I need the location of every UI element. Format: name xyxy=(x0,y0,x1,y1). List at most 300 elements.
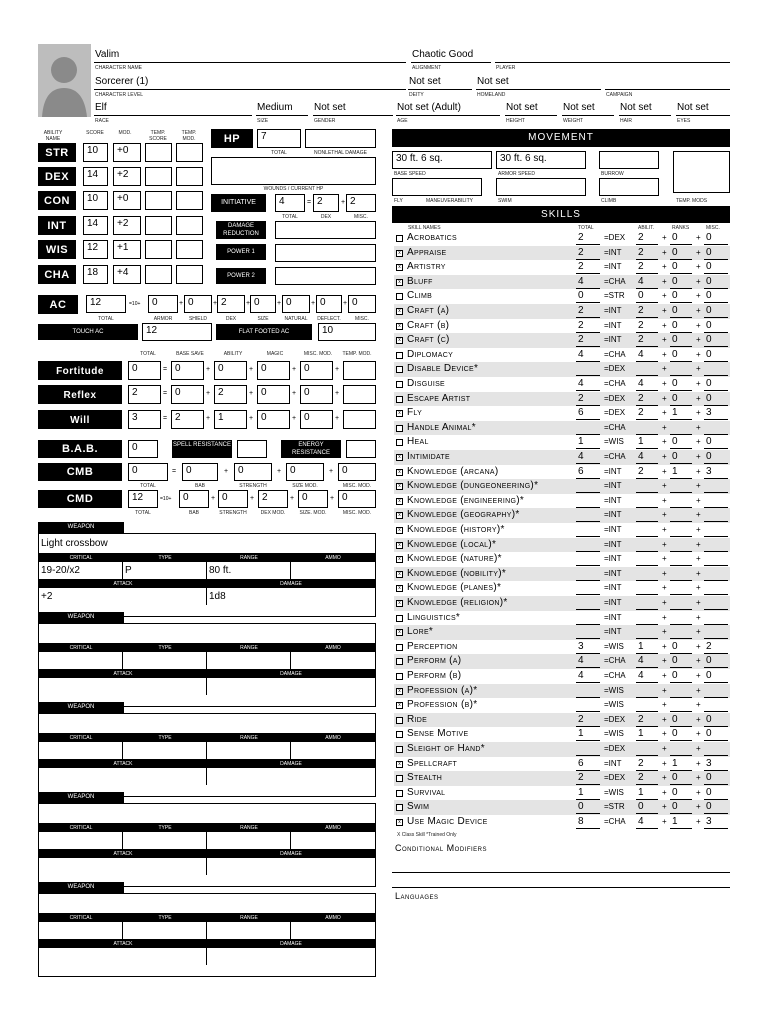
attack-field[interactable]: +2 xyxy=(39,588,207,605)
class-skill-checkbox[interactable] xyxy=(396,746,403,753)
cmd-misc-field[interactable]: 0 xyxy=(338,490,376,508)
attack-field[interactable] xyxy=(39,858,207,875)
class-skill-checkbox[interactable]: x xyxy=(396,512,403,519)
skill-ranks[interactable]: 0 xyxy=(670,640,692,654)
ability-temp-score-field[interactable] xyxy=(145,191,172,210)
save-total-field[interactable]: 0 xyxy=(128,361,161,380)
skill-ranks[interactable]: 0 xyxy=(670,392,692,406)
skill-misc[interactable]: 0 xyxy=(704,289,728,303)
skill-total[interactable]: 0 xyxy=(576,800,600,814)
skill-ranks[interactable] xyxy=(670,567,692,581)
temp-mods-field[interactable] xyxy=(673,151,730,193)
save-base-field[interactable]: 0 xyxy=(171,361,204,380)
skill-misc[interactable]: 0 xyxy=(704,450,728,464)
ammo-field[interactable] xyxy=(291,652,375,669)
skill-misc[interactable]: 0 xyxy=(704,713,728,727)
skill-misc[interactable] xyxy=(704,596,728,610)
skill-ability-value[interactable]: 1 xyxy=(636,640,658,654)
save-misc-field[interactable]: 0 xyxy=(300,361,333,380)
skill-ranks[interactable] xyxy=(670,611,692,625)
attack-field[interactable] xyxy=(39,678,207,695)
critical-field[interactable] xyxy=(39,922,123,939)
skill-total[interactable]: 4 xyxy=(576,450,600,464)
range-field[interactable] xyxy=(207,652,291,669)
skill-total[interactable] xyxy=(576,362,600,376)
skill-ability-value[interactable]: 2 xyxy=(636,246,658,260)
skill-ranks[interactable]: 1 xyxy=(670,815,692,829)
skill-ranks[interactable]: 1 xyxy=(670,757,692,771)
skill-ability-value[interactable]: 1 xyxy=(636,786,658,800)
skill-ability-value[interactable]: 4 xyxy=(636,275,658,289)
class-skill-checkbox[interactable] xyxy=(396,425,403,432)
save-base-field[interactable]: 2 xyxy=(171,410,204,429)
skill-ranks[interactable] xyxy=(670,538,692,552)
cmb-bab-field[interactable]: 0 xyxy=(182,463,218,481)
skill-ability-value[interactable]: 0 xyxy=(636,289,658,303)
ability-mod-field[interactable]: +0 xyxy=(113,143,141,162)
critical-field[interactable] xyxy=(39,832,123,849)
skill-misc[interactable] xyxy=(704,698,728,712)
skill-ranks[interactable] xyxy=(670,581,692,595)
class-skill-checkbox[interactable] xyxy=(396,790,403,797)
range-field[interactable] xyxy=(207,922,291,939)
skill-misc[interactable] xyxy=(704,625,728,639)
weapon-name-field[interactable] xyxy=(39,804,375,823)
cmb-strength-field[interactable]: 0 xyxy=(234,463,272,481)
class-skill-checkbox[interactable]: x xyxy=(396,323,403,330)
skill-misc[interactable]: 0 xyxy=(704,377,728,391)
skill-misc[interactable]: 3 xyxy=(704,465,728,479)
skill-ability-value[interactable] xyxy=(636,538,658,552)
save-temp-field[interactable] xyxy=(343,410,376,429)
damage-reduction-field[interactable] xyxy=(275,221,376,239)
class-skill-checkbox[interactable]: x xyxy=(396,585,403,592)
skill-misc[interactable]: 2 xyxy=(704,640,728,654)
class-skill-checkbox[interactable] xyxy=(396,396,403,403)
ability-temp-score-field[interactable] xyxy=(145,240,172,259)
initiative-misc-field[interactable]: 2 xyxy=(346,194,376,212)
ammo-field[interactable] xyxy=(291,832,375,849)
skill-ability-value[interactable] xyxy=(636,421,658,435)
skill-total[interactable]: 1 xyxy=(576,435,600,449)
class-skill-checkbox[interactable] xyxy=(396,658,403,665)
skill-ranks[interactable] xyxy=(670,698,692,712)
ac-size-field[interactable]: 0 xyxy=(250,295,276,313)
skill-ability-value[interactable]: 2 xyxy=(636,406,658,420)
skill-misc[interactable]: 0 xyxy=(704,771,728,785)
skill-misc[interactable]: 0 xyxy=(704,348,728,362)
skill-misc[interactable]: 0 xyxy=(704,231,728,245)
class-skill-checkbox[interactable]: x xyxy=(396,761,403,768)
critical-field[interactable] xyxy=(39,652,123,669)
ammo-field[interactable] xyxy=(291,562,375,579)
ac-natural-field[interactable]: 0 xyxy=(282,295,310,313)
ac-armor-field[interactable]: 0 xyxy=(148,295,178,313)
class-skill-checkbox[interactable] xyxy=(396,804,403,811)
skill-ability-value[interactable] xyxy=(636,552,658,566)
skill-total[interactable] xyxy=(576,581,600,595)
fly-field[interactable] xyxy=(392,178,482,196)
weapon-name-field[interactable] xyxy=(39,624,375,643)
class-skill-checkbox[interactable] xyxy=(396,293,403,300)
skill-total[interactable] xyxy=(576,742,600,756)
skill-misc[interactable]: 0 xyxy=(704,727,728,741)
damage-field[interactable] xyxy=(207,768,375,785)
skill-ranks[interactable] xyxy=(670,479,692,493)
bab-field[interactable]: 0 xyxy=(128,440,158,458)
ability-temp-mod-field[interactable] xyxy=(176,167,203,186)
weapon-name-field[interactable] xyxy=(39,894,375,913)
class-skill-checkbox[interactable] xyxy=(396,673,403,680)
skill-misc[interactable]: 0 xyxy=(704,319,728,333)
ability-temp-score-field[interactable] xyxy=(145,216,172,235)
class-skill-checkbox[interactable]: x xyxy=(396,250,403,257)
class-skill-checkbox[interactable]: x xyxy=(396,600,403,607)
class-skill-checkbox[interactable]: x xyxy=(396,498,403,505)
class-skill-checkbox[interactable]: x xyxy=(396,483,403,490)
skill-ability-value[interactable]: 4 xyxy=(636,348,658,362)
class-skill-checkbox[interactable]: x xyxy=(396,556,403,563)
skill-ranks[interactable]: 0 xyxy=(670,319,692,333)
skill-ranks[interactable]: 0 xyxy=(670,713,692,727)
wounds-field[interactable] xyxy=(211,157,376,185)
skill-ability-value[interactable]: 4 xyxy=(636,815,658,829)
weapon-name-field[interactable] xyxy=(39,714,375,733)
type-field[interactable]: P xyxy=(123,562,207,579)
save-ability-field[interactable]: 1 xyxy=(214,410,247,429)
skill-total[interactable]: 2 xyxy=(576,304,600,318)
class-skill-checkbox[interactable]: x xyxy=(396,702,403,709)
skill-misc[interactable]: 0 xyxy=(704,435,728,449)
power2-field[interactable] xyxy=(275,267,376,285)
ability-mod-field[interactable]: +1 xyxy=(113,240,141,259)
class-skill-checkbox[interactable]: x xyxy=(396,454,403,461)
skill-total[interactable]: 2 xyxy=(576,319,600,333)
class-skill-checkbox[interactable] xyxy=(396,775,403,782)
skill-ranks[interactable]: 0 xyxy=(670,260,692,274)
class-skill-checkbox[interactable]: x xyxy=(396,410,403,417)
class-skill-checkbox[interactable]: x xyxy=(396,571,403,578)
class-skill-checkbox[interactable]: x xyxy=(396,688,403,695)
skill-misc[interactable] xyxy=(704,508,728,522)
ac-misc-field[interactable]: 0 xyxy=(348,295,376,313)
skill-ability-value[interactable] xyxy=(636,742,658,756)
touch-ac-field[interactable]: 12 xyxy=(142,323,212,341)
ac-shield-field[interactable]: 0 xyxy=(184,295,212,313)
ability-score-field[interactable]: 10 xyxy=(83,191,108,210)
class-skill-checkbox[interactable] xyxy=(396,235,403,242)
save-ability-field[interactable]: 2 xyxy=(214,385,247,404)
skill-ability-value[interactable] xyxy=(636,508,658,522)
skill-misc[interactable]: 3 xyxy=(704,815,728,829)
skill-misc[interactable]: 0 xyxy=(704,246,728,260)
weapon-name-field[interactable]: Light crossbow xyxy=(41,538,108,549)
skill-total[interactable] xyxy=(576,567,600,581)
cmb-total-field[interactable]: 0 xyxy=(128,463,168,481)
skill-misc[interactable]: 0 xyxy=(704,786,728,800)
skill-ability-value[interactable] xyxy=(636,479,658,493)
skill-ranks[interactable] xyxy=(670,684,692,698)
class-skill-checkbox[interactable]: x xyxy=(396,279,403,286)
skill-misc[interactable]: 0 xyxy=(704,654,728,668)
skill-ranks[interactable]: 0 xyxy=(670,275,692,289)
attack-field[interactable] xyxy=(39,948,207,965)
type-field[interactable] xyxy=(123,742,207,759)
skill-ranks[interactable]: 1 xyxy=(670,406,692,420)
skill-ability-value[interactable]: 2 xyxy=(636,304,658,318)
skill-ranks[interactable] xyxy=(670,596,692,610)
damage-field[interactable] xyxy=(207,948,375,965)
range-field[interactable]: 80 ft. xyxy=(207,562,291,579)
nonlethal-damage-field[interactable] xyxy=(305,129,376,148)
skill-misc[interactable]: 0 xyxy=(704,260,728,274)
save-misc-field[interactable]: 0 xyxy=(300,410,333,429)
skill-misc[interactable] xyxy=(704,494,728,508)
flat-footed-field[interactable]: 10 xyxy=(318,323,376,341)
ammo-field[interactable] xyxy=(291,742,375,759)
class-skill-checkbox[interactable]: x xyxy=(396,264,403,271)
skill-misc[interactable] xyxy=(704,581,728,595)
skill-total[interactable] xyxy=(576,596,600,610)
climb-field[interactable] xyxy=(599,178,659,196)
skill-total[interactable] xyxy=(576,538,600,552)
base-speed-field[interactable]: 30 ft. 6 sq. xyxy=(392,151,492,169)
power1-field[interactable] xyxy=(275,244,376,262)
ability-score-field[interactable]: 18 xyxy=(83,265,108,284)
skill-total[interactable] xyxy=(576,684,600,698)
skill-ability-value[interactable] xyxy=(636,596,658,610)
skill-total[interactable]: 6 xyxy=(576,406,600,420)
class-skill-checkbox[interactable] xyxy=(396,381,403,388)
cmd-dex-field[interactable]: 2 xyxy=(258,490,288,508)
ammo-field[interactable] xyxy=(291,922,375,939)
skill-ability-value[interactable]: 4 xyxy=(636,654,658,668)
class-skill-checkbox[interactable]: x xyxy=(396,819,403,826)
ac-deflect-field[interactable]: 0 xyxy=(316,295,342,313)
skill-misc[interactable]: 0 xyxy=(704,275,728,289)
class-skill-checkbox[interactable] xyxy=(396,366,403,373)
save-total-field[interactable]: 3 xyxy=(128,410,161,429)
skill-misc[interactable] xyxy=(704,523,728,537)
skill-ability-value[interactable]: 2 xyxy=(636,713,658,727)
armor-speed-field[interactable]: 30 ft. 6 sq. xyxy=(496,151,586,169)
skill-total[interactable] xyxy=(576,494,600,508)
skill-total[interactable]: 2 xyxy=(576,713,600,727)
spell-resistance-field[interactable] xyxy=(237,440,267,458)
skill-misc[interactable] xyxy=(704,362,728,376)
skill-misc[interactable] xyxy=(704,684,728,698)
ability-mod-field[interactable]: +4 xyxy=(113,265,141,284)
skill-total[interactable]: 8 xyxy=(576,815,600,829)
ability-score-field[interactable]: 10 xyxy=(83,143,108,162)
skill-misc[interactable]: 0 xyxy=(704,304,728,318)
skill-total[interactable] xyxy=(576,479,600,493)
skill-total[interactable]: 2 xyxy=(576,333,600,347)
save-magic-field[interactable]: 0 xyxy=(257,410,290,429)
skill-total[interactable]: 4 xyxy=(576,377,600,391)
skill-total[interactable] xyxy=(576,698,600,712)
skill-total[interactable]: 2 xyxy=(576,260,600,274)
type-field[interactable] xyxy=(123,922,207,939)
ability-temp-score-field[interactable] xyxy=(145,167,172,186)
damage-field[interactable] xyxy=(207,678,375,695)
skill-misc[interactable] xyxy=(704,742,728,756)
skill-ranks[interactable]: 0 xyxy=(670,727,692,741)
skill-total[interactable]: 2 xyxy=(576,231,600,245)
damage-field[interactable]: 1d8 xyxy=(209,591,226,602)
save-total-field[interactable]: 2 xyxy=(128,385,161,404)
ability-mod-field[interactable]: +2 xyxy=(113,216,141,235)
skill-ability-value[interactable]: 2 xyxy=(636,771,658,785)
skill-misc[interactable]: 0 xyxy=(704,392,728,406)
skill-ranks[interactable]: 0 xyxy=(670,377,692,391)
ability-mod-field[interactable]: +2 xyxy=(113,167,141,186)
skill-ability-value[interactable]: 2 xyxy=(636,319,658,333)
class-skill-checkbox[interactable] xyxy=(396,615,403,622)
skill-ability-value[interactable]: 2 xyxy=(636,333,658,347)
ac-dex-field[interactable]: 2 xyxy=(217,295,245,313)
burrow-field-top[interactable] xyxy=(599,151,659,169)
swim-field[interactable] xyxy=(496,178,586,196)
skill-ability-value[interactable] xyxy=(636,494,658,508)
skill-ability-value[interactable]: 2 xyxy=(636,392,658,406)
ability-temp-mod-field[interactable] xyxy=(176,143,203,162)
skill-ability-value[interactable]: 4 xyxy=(636,450,658,464)
skill-total[interactable] xyxy=(576,552,600,566)
class-skill-checkbox[interactable] xyxy=(396,717,403,724)
cmd-total-field[interactable]: 12 xyxy=(128,490,158,508)
skill-ranks[interactable] xyxy=(670,625,692,639)
skill-ranks[interactable]: 0 xyxy=(670,289,692,303)
skill-ranks[interactable]: 0 xyxy=(670,654,692,668)
skill-ability-value[interactable] xyxy=(636,567,658,581)
skill-ability-value[interactable]: 0 xyxy=(636,800,658,814)
skill-ability-value[interactable]: 4 xyxy=(636,377,658,391)
class-skill-checkbox[interactable]: x xyxy=(396,308,403,315)
skill-ranks[interactable]: 0 xyxy=(670,333,692,347)
ability-score-field[interactable]: 14 xyxy=(83,167,108,186)
skill-total[interactable] xyxy=(576,508,600,522)
skill-misc[interactable]: 3 xyxy=(704,406,728,420)
skill-ability-value[interactable] xyxy=(636,611,658,625)
skill-ranks[interactable] xyxy=(670,362,692,376)
ability-temp-score-field[interactable] xyxy=(145,265,172,284)
save-ability-field[interactable]: 0 xyxy=(214,361,247,380)
ability-temp-mod-field[interactable] xyxy=(176,216,203,235)
ability-score-field[interactable]: 14 xyxy=(83,216,108,235)
skill-misc[interactable] xyxy=(704,538,728,552)
ability-temp-mod-field[interactable] xyxy=(176,191,203,210)
cmb-size-field[interactable]: 0 xyxy=(286,463,324,481)
skill-total[interactable] xyxy=(576,421,600,435)
skill-ability-value[interactable]: 2 xyxy=(636,231,658,245)
class-skill-checkbox[interactable] xyxy=(396,644,403,651)
skill-ability-value[interactable]: 1 xyxy=(636,727,658,741)
skill-ranks[interactable] xyxy=(670,523,692,537)
save-temp-field[interactable] xyxy=(343,385,376,404)
cmb-misc-field[interactable]: 0 xyxy=(338,463,376,481)
cmd-bab-field[interactable]: 0 xyxy=(179,490,209,508)
save-temp-field[interactable] xyxy=(343,361,376,380)
skill-total[interactable] xyxy=(576,625,600,639)
skill-ranks[interactable] xyxy=(670,508,692,522)
skill-total[interactable]: 6 xyxy=(576,757,600,771)
skill-ranks[interactable] xyxy=(670,421,692,435)
skill-ranks[interactable]: 0 xyxy=(670,771,692,785)
skill-total[interactable]: 4 xyxy=(576,348,600,362)
skill-ranks[interactable]: 0 xyxy=(670,800,692,814)
skill-ranks[interactable]: 0 xyxy=(670,450,692,464)
class-skill-checkbox[interactable]: x xyxy=(396,469,403,476)
skill-ranks[interactable]: 1 xyxy=(670,465,692,479)
ability-temp-mod-field[interactable] xyxy=(176,240,203,259)
type-field[interactable] xyxy=(123,652,207,669)
skill-misc[interactable]: 0 xyxy=(704,333,728,347)
skill-total[interactable] xyxy=(576,611,600,625)
skill-ranks[interactable]: 0 xyxy=(670,786,692,800)
class-skill-checkbox[interactable]: x xyxy=(396,337,403,344)
skill-ranks[interactable]: 0 xyxy=(670,304,692,318)
skill-ranks[interactable]: 0 xyxy=(670,435,692,449)
class-skill-checkbox[interactable]: x xyxy=(396,542,403,549)
skill-ability-value[interactable] xyxy=(636,698,658,712)
class-skill-checkbox[interactable] xyxy=(396,352,403,359)
skill-total[interactable]: 4 xyxy=(576,654,600,668)
skill-ranks[interactable]: 0 xyxy=(670,348,692,362)
skill-total[interactable]: 2 xyxy=(576,771,600,785)
skill-misc[interactable]: 0 xyxy=(704,669,728,683)
damage-field[interactable] xyxy=(207,858,375,875)
skill-ranks[interactable] xyxy=(670,742,692,756)
skill-ability-value[interactable]: 1 xyxy=(636,435,658,449)
skill-misc[interactable] xyxy=(704,552,728,566)
skill-ability-value[interactable]: 2 xyxy=(636,260,658,274)
save-misc-field[interactable]: 0 xyxy=(300,385,333,404)
skill-ability-value[interactable] xyxy=(636,523,658,537)
class-skill-checkbox[interactable] xyxy=(396,731,403,738)
skill-ability-value[interactable]: 2 xyxy=(636,465,658,479)
range-field[interactable] xyxy=(207,832,291,849)
energy-resistance-field[interactable] xyxy=(346,440,376,458)
ability-mod-field[interactable]: +0 xyxy=(113,191,141,210)
skill-misc[interactable] xyxy=(704,479,728,493)
save-base-field[interactable]: 0 xyxy=(171,385,204,404)
skill-total[interactable]: 4 xyxy=(576,275,600,289)
skill-ranks[interactable]: 0 xyxy=(670,231,692,245)
ac-total-field[interactable]: 12 xyxy=(86,295,126,313)
skill-ability-value[interactable]: 4 xyxy=(636,669,658,683)
type-field[interactable] xyxy=(123,832,207,849)
skill-ranks[interactable]: 0 xyxy=(670,246,692,260)
class-skill-checkbox[interactable]: x xyxy=(396,629,403,636)
critical-field[interactable] xyxy=(39,742,123,759)
initiative-total-field[interactable]: 4 xyxy=(275,194,305,212)
skill-ranks[interactable] xyxy=(670,552,692,566)
skill-misc[interactable] xyxy=(704,611,728,625)
skill-ranks[interactable]: 0 xyxy=(670,669,692,683)
skill-total[interactable]: 6 xyxy=(576,465,600,479)
class-skill-checkbox[interactable] xyxy=(396,439,403,446)
skill-misc[interactable] xyxy=(704,421,728,435)
class-skill-checkbox[interactable]: x xyxy=(396,527,403,534)
skill-total[interactable]: 1 xyxy=(576,727,600,741)
skill-total[interactable]: 0 xyxy=(576,289,600,303)
skill-ranks[interactable] xyxy=(670,494,692,508)
skill-ability-value[interactable] xyxy=(636,362,658,376)
skill-misc[interactable]: 3 xyxy=(704,757,728,771)
skill-ability-value[interactable] xyxy=(636,625,658,639)
ability-temp-mod-field[interactable] xyxy=(176,265,203,284)
